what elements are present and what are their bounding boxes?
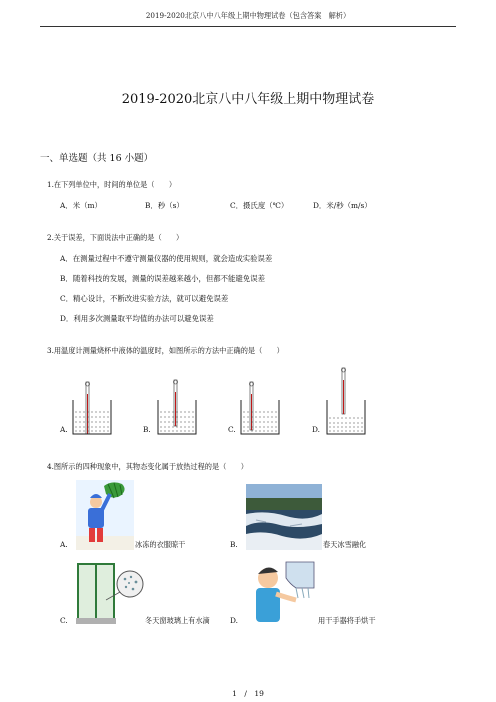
frozen-clothes-drying-picture <box>76 480 134 550</box>
question-1-option-c: C．摄氏度（℃） <box>230 201 289 210</box>
question-1-option-d: D．米/秒（m/s） <box>313 201 372 210</box>
question-4-label-d: D. <box>230 616 239 625</box>
document-title: 2019-2020北京八中八年级上期中物理试卷 <box>121 92 375 107</box>
beaker-thermometer-figure-d <box>324 366 368 436</box>
beaker-thermometer-figure-a <box>70 380 114 436</box>
ice-snow-melting-picture <box>246 484 322 550</box>
question-2-stem: 2.关于误差，下面说法中正确的是（ ） <box>47 233 184 242</box>
question-4-caption-a: 冰冻的衣服晾干 <box>135 540 186 549</box>
question-4-label-c: C. <box>60 616 68 625</box>
question-3-stem: 3.用温度计测量烧杯中液体的温度时，如图所示的方法中正确的是（ ） <box>47 346 284 355</box>
question-3-label-c: C. <box>228 425 236 434</box>
hand-dryer-picture <box>246 558 318 626</box>
question-3-label-d: D. <box>312 425 321 434</box>
beaker-thermometer-figure-c <box>238 380 282 436</box>
page-number: 1 / 19 <box>232 689 264 698</box>
question-3-label-a: A. <box>60 425 68 434</box>
question-4-label-a: A. <box>60 540 68 549</box>
question-2-option-d: D．利用多次测量取平均值的办法可以避免误差 <box>60 314 214 323</box>
question-2-option-c: C．精心设计，不断改进实验方法，就可以避免误差 <box>60 294 229 303</box>
question-1-stem: 1.在下列单位中，时间的单位是（ ） <box>47 180 177 189</box>
section-heading: 一、单选题（共 16 小题） <box>40 153 154 164</box>
question-4-caption-b: 春天冰雪融化 <box>323 540 367 549</box>
question-4-caption-c: 冬天窗玻璃上有水滴 <box>145 616 210 625</box>
question-3-label-b: B. <box>143 425 151 434</box>
page-header: 2019-2020北京八中八年级上期中物理试卷（包含答案 解析） <box>145 11 351 20</box>
question-4-label-b: B. <box>230 540 238 549</box>
question-1-option-b: B．秒（s） <box>145 201 184 210</box>
question-4-caption-d: 用干手器将手烘干 <box>318 616 376 625</box>
header-rule <box>40 26 456 27</box>
beaker-thermometer-figure-b <box>155 378 199 436</box>
question-1-option-a: A．米（m） <box>60 201 102 210</box>
question-2-option-b: B．随着科技的发展，测量的误差越来越小，但都不能避免误差 <box>60 274 265 283</box>
window-water-drops-picture <box>76 560 144 626</box>
question-4-stem: 4.图所示的四种现象中，其物态变化属于放热过程的是（ ） <box>47 462 248 471</box>
question-2-option-a: A．在测量过程中不遵守测量仪器的使用规则，就会造成实验误差 <box>60 254 273 263</box>
